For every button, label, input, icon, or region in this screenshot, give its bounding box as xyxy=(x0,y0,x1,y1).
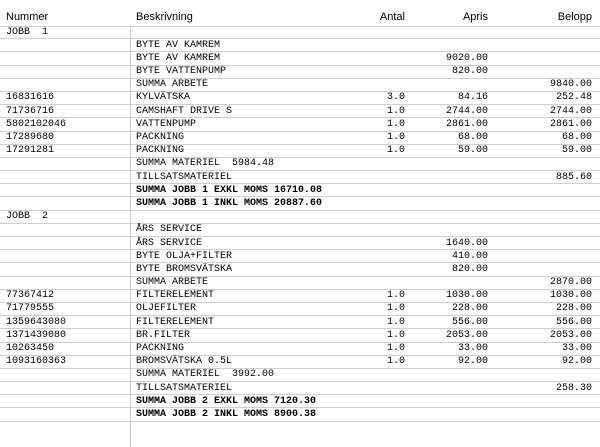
row-quantity: 1.0 xyxy=(386,356,405,368)
table-row xyxy=(0,52,600,65)
row-description: ÅRS SERVICE xyxy=(136,237,203,249)
row-description: TILLSATSMATERIEL xyxy=(136,171,233,183)
row-amount: 2870.00 xyxy=(549,277,592,289)
row-description: SUMMA MATERIEL 3992.00 xyxy=(136,369,275,381)
row-quantity: 1.0 xyxy=(386,118,405,130)
row-quantity: 1.0 xyxy=(386,316,405,328)
row-unit-price: 2744.00 xyxy=(445,105,488,117)
row-unit-price: 1640.00 xyxy=(445,237,488,249)
row-description: SUMMA ARBETE xyxy=(136,79,209,91)
row-number: 1359643080 xyxy=(6,316,67,328)
row-quantity: 3.0 xyxy=(386,92,405,104)
table-row xyxy=(0,316,600,329)
table-row xyxy=(0,408,600,421)
row-unit-price: 59.00 xyxy=(457,145,488,157)
row-unit-price: 68.00 xyxy=(457,132,488,143)
row-description: ÅRS SERVICE xyxy=(136,224,203,236)
row-unit-price: 410.00 xyxy=(451,250,488,262)
row-unit-price: 2053.00 xyxy=(445,329,488,341)
header-beskrivning: Beskrivning xyxy=(136,11,193,23)
table-row xyxy=(0,303,600,316)
table-row xyxy=(0,26,600,39)
table-row xyxy=(0,343,600,356)
row-quantity: 1.0 xyxy=(386,105,405,117)
row-unit-price: 820.00 xyxy=(451,66,488,78)
row-description: BROMSVÄTSKA 0.5L xyxy=(136,356,233,368)
row-amount: 33.00 xyxy=(561,343,592,354)
row-amount: 1030.00 xyxy=(549,290,592,302)
row-amount: 68.00 xyxy=(561,132,592,143)
table-row xyxy=(0,92,600,105)
row-amount: 9840.00 xyxy=(549,79,592,91)
row-unit-price: 1030.00 xyxy=(445,290,488,302)
row-amount: 2053.00 xyxy=(549,329,592,341)
table-row xyxy=(0,132,600,145)
row-unit-price: 33.00 xyxy=(457,343,488,354)
row-description: PACKNING xyxy=(136,132,185,143)
header-belopp: Belopp xyxy=(557,11,592,23)
row-description: OLJEFILTER xyxy=(136,303,197,315)
row-number: 77367412 xyxy=(6,290,55,302)
row-number: JOBB 2 xyxy=(6,211,49,223)
table-row xyxy=(0,382,600,395)
row-unit-price: 228.00 xyxy=(451,303,488,315)
row-description: SUMMA JOBB 2 INKL MOMS 8900.38 xyxy=(136,408,317,420)
table-row xyxy=(0,39,600,52)
row-description: SUMMA MATERIEL 5984.48 xyxy=(136,158,275,170)
row-quantity: 1.0 xyxy=(386,145,405,157)
table-row xyxy=(0,250,600,263)
row-amount: 228.00 xyxy=(555,303,592,315)
table-row xyxy=(0,369,600,382)
row-description: VATTENPUMP xyxy=(136,118,197,130)
row-amount: 258.30 xyxy=(555,382,592,394)
row-unit-price: 9020.00 xyxy=(445,52,488,64)
table-row xyxy=(0,158,600,171)
row-description: PACKNING xyxy=(136,343,185,354)
table-row xyxy=(0,79,600,92)
table-row xyxy=(0,184,600,197)
table-row xyxy=(0,290,600,303)
row-description: TILLSATSMATERIEL xyxy=(136,382,233,394)
row-description: BYTE VATTENPUMP xyxy=(136,66,227,78)
invoice-rows xyxy=(0,26,600,422)
row-description: BYTE OLJA+FILTER xyxy=(136,250,233,262)
table-row xyxy=(0,395,600,408)
row-description: BR.FILTER xyxy=(136,329,191,341)
header-antal: Antal xyxy=(379,11,405,23)
row-description: FILTERELEMENT xyxy=(136,316,215,328)
table-row xyxy=(0,263,600,276)
row-unit-price: 2861.00 xyxy=(445,118,488,130)
row-number: JOBB 1 xyxy=(6,26,49,38)
row-quantity: 1.0 xyxy=(386,290,405,302)
row-unit-price: 556.00 xyxy=(451,316,488,328)
row-description: FILTERELEMENT xyxy=(136,290,215,302)
row-description: SUMMA ARBETE xyxy=(136,277,209,289)
row-quantity: 1.0 xyxy=(386,132,405,143)
row-amount: 2861.00 xyxy=(549,118,592,130)
header-apris: Apris xyxy=(462,11,488,23)
row-description: BYTE AV KAMREM xyxy=(136,39,221,51)
row-number: 71736716 xyxy=(6,105,55,117)
row-quantity: 1.0 xyxy=(386,343,405,354)
table-row xyxy=(0,171,600,184)
table-row xyxy=(0,118,600,131)
row-unit-price: 820.00 xyxy=(451,263,488,275)
header-nummer: Nummer xyxy=(6,11,49,23)
row-description: BYTE AV KAMREM xyxy=(136,52,221,64)
row-description: BYTE BROMSVÄTSKA xyxy=(136,263,233,275)
row-quantity: 1.0 xyxy=(386,329,405,341)
row-amount: 92.00 xyxy=(561,356,592,368)
row-number: 71779555 xyxy=(6,303,55,315)
row-amount: 556.00 xyxy=(555,316,592,328)
table-row xyxy=(0,237,600,250)
row-description: CAMSHAFT DRIVE S xyxy=(136,105,233,117)
table-row xyxy=(0,329,600,342)
row-amount: 885.60 xyxy=(555,171,592,183)
table-row xyxy=(0,277,600,290)
row-unit-price: 92.00 xyxy=(457,356,488,368)
row-description: KYLVÄTSKA xyxy=(136,92,191,104)
table-row xyxy=(0,356,600,369)
table-row xyxy=(0,211,600,224)
row-unit-price: 84.16 xyxy=(457,92,488,104)
row-number: 10263450 xyxy=(6,343,55,354)
row-amount: 59.00 xyxy=(561,145,592,157)
row-description: SUMMA JOBB 1 INKL MOMS 20887.60 xyxy=(136,197,323,209)
row-number: 17289680 xyxy=(6,132,55,143)
row-description: PACKNING xyxy=(136,145,185,157)
table-row xyxy=(0,66,600,79)
table-row xyxy=(0,105,600,118)
table-header xyxy=(0,0,600,27)
table-row xyxy=(0,224,600,237)
row-description: SUMMA JOBB 2 EXKL MOMS 7120.30 xyxy=(136,395,317,407)
table-row xyxy=(0,197,600,210)
table-row xyxy=(0,145,600,158)
row-number: 17291281 xyxy=(6,145,55,157)
row-number: 1093160363 xyxy=(6,356,67,368)
row-amount: 252.48 xyxy=(555,92,592,104)
row-quantity: 1.0 xyxy=(386,303,405,315)
row-number: 1371439080 xyxy=(6,329,67,341)
row-number: 5802102046 xyxy=(6,118,67,130)
row-description: SUMMA JOBB 1 EXKL MOMS 16710.08 xyxy=(136,184,323,196)
row-number: 16831616 xyxy=(6,92,55,104)
row-amount: 2744.00 xyxy=(549,105,592,117)
